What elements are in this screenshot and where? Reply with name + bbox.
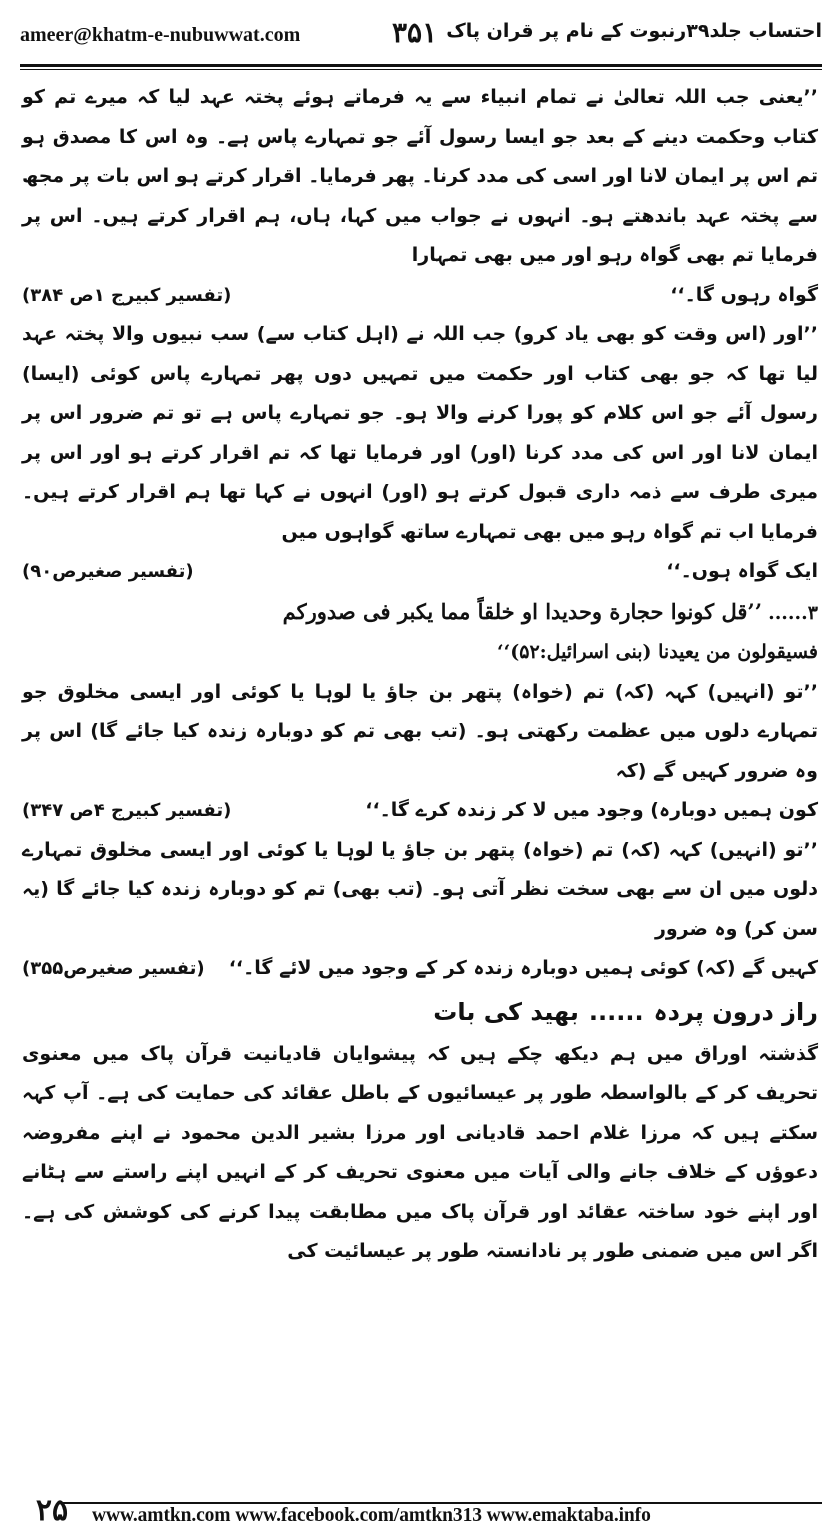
- quote-last-line: گواہ رہوں گا۔‘‘: [670, 283, 818, 306]
- header-divider-thin: [20, 69, 822, 70]
- quote-ending-line: [22, 791, 818, 831]
- page-header: [20, 18, 822, 58]
- citation: (تفسیر صغیرص۹۰): [22, 561, 194, 582]
- quote-last-line: ایک گواہ ہوں۔‘‘: [666, 560, 818, 582]
- quote-last-line: کون ہمیں دوبارہ) وجود میں لا کر زندہ کرے گا۔‘‘: [365, 799, 818, 821]
- verse-line-1: ’’قل کونوا حجارة وحدیدا او خلقاً مما یکبر فی صدورکم: [282, 598, 763, 624]
- quote-paragraph: [22, 78, 818, 315]
- quote-ending-line: [22, 552, 818, 592]
- quote-text: ’’یعنی جب اللہ تعالیٰ نے تمام انبیاء سے یہ فرماتے ہوئے پختہ عہد لیا کہ میرے تم کو کتاب وحکمت دینے کے بعد جو ایسا رسول آئے جو تمہارے پاس ہے۔ وہ اس کا مصدق ہو تم اس پر ایمان لانا اور اسی کی مدد کرنا۔ پھر فرمایا۔ اقرار کرتے ہو اس بات پر مجھ سے پختہ عہد باندھتے ہو۔ انہوں نے جواب میں کہا، ہاں، ہم اقرار کرتے ہیں۔ اس پر فرمایا تم بھی گواہ رہو اور میں بھی تمہارا: [22, 86, 818, 266]
- quote-paragraph: [22, 673, 818, 831]
- quote-text: ’’تو (انہیں) کہہ (کہ) تم (خواہ) پتھر بن جاؤ یا لوہا یا کوئی اور ایسی مخلوق جو تمہارے دلوں میں عظمت رکھتی ہو۔ (تب بھی تم کو دوبارہ زندہ کیا جائے گا) اس پر وہ ضرور کہیں گے (کہ: [22, 680, 818, 782]
- citation: (تفسیر صغیرص۳۵۵): [22, 958, 205, 979]
- footer-divider: [60, 1502, 822, 1504]
- section-heading: [22, 989, 818, 1035]
- page-body: [22, 78, 818, 1272]
- citation: (تفسیر کبیرج ۴ص ۳۴۷): [22, 800, 232, 821]
- body-paragraph: گذشتہ اوراق میں ہم دیکھ چکے ہیں کہ پیشوایان قادیانیت قرآن پاک میں معنوی تحریف کر کے بالواسطہ طور پر عیسائیوں کے باطل عقائد کی حمایت کی ہے۔ آپ کہہ سکتے ہیں کہ مرزا غلام احمد قادیانی اور مرزا بشیر الدین محمود نے اپنے مفروضہ دعوؤں کے خلاف جانے والی آیات میں معنوی تحریف کر کے انہیں اپنے راستے سے ہٹانے اور اپنے خود ساختہ عقائد اور قرآن پاک میں مطابقت پیدا کرنے کی کوشش کی ہے۔ اگر اس میں ضمنی طور پر نادانستہ طور پر عیسائیت کی: [22, 1042, 818, 1262]
- heading-part-2: بھید کی بات: [433, 997, 579, 1026]
- verse-number: ۳......: [768, 601, 818, 624]
- header-page-number: ۳۵۱: [392, 16, 438, 49]
- footer-page-number: ۲۵: [35, 1493, 69, 1528]
- verse-line-2: فسیقولون من یعیدنا (بنی اسرائیل:۵۲)‘‘: [497, 641, 818, 663]
- heading-separator: ......: [588, 997, 644, 1026]
- quote-ending-line: [22, 276, 818, 316]
- quote-text: ’’تو (انہیں) کہہ (کہ) تم (خواہ) پتھر بن جاؤ یا لوہا یا کوئی اور ایسی مخلوق تمہارے دلوں میں ان سے بھی سخت نظر آتی ہو۔ (تب بھی) تم کو دوبارہ زندہ کیا جائے گا (یہ سن کر) وہ ضرور: [22, 838, 818, 940]
- quote-text: ’’اور (اس وقت کو بھی یاد کرو) جب اللہ نے (اہل کتاب سے) سب نبیوں والا پختہ عہد لیا تھا کہ جو بھی کتاب اور حکمت میں تمہیں دوں پھر تمہارے پاس کوئی (ایسا) رسول آئے جو اس کلام کو پورا کرنے والا ہو۔ جو تمہارے پاس ہے تو تم ضرور اس پر ایمان لانا اور اس کی مدد کرنا (اور) اور فرمایا تھا کہ تم اقرار کرتے ہو اور اس پر میری طرف سے ذمہ داری قبول کرتے ہو (اور) انہوں نے کہا تھا ہم اقرار کرتے ہیں۔ فرمایا اب تم گواہ رہو میں بھی تمہارے ساتھ گواہوں میں: [22, 323, 818, 543]
- heading-part-1: راز درون پردہ: [653, 997, 818, 1026]
- quote-ending-line: [22, 949, 818, 989]
- header-book-title: احتساب جلد۳۹رنبوت کے نام پر قران پاک: [446, 20, 822, 42]
- citation: (تفسیر کبیرج ۱ص ۳۸۴): [22, 284, 232, 306]
- verse-block: [22, 592, 818, 673]
- quote-paragraph: [22, 315, 818, 592]
- header-email: ameer@khatm-e-nubuwwat.com: [20, 24, 301, 46]
- quote-last-line: کہیں گے (کہ) کوئی ہمیں دوبارہ زندہ کر کے وجود میں لائے گا۔‘‘: [228, 957, 818, 979]
- footer-links: www.amtkn.com www.facebook.com/amtkn313 www.emaktaba.info: [92, 1505, 651, 1526]
- header-divider: [20, 64, 822, 67]
- quote-paragraph: [22, 831, 818, 989]
